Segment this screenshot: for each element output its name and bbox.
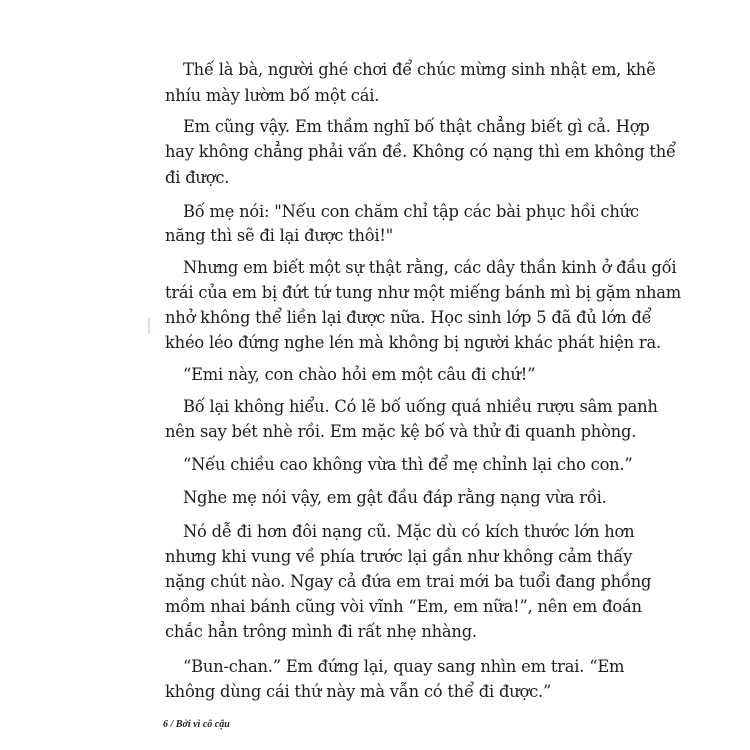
paragraph-line: trái của em bị đứt tứ tung như một miếng bánh mì bị gặm nham xyxy=(165,283,681,302)
paragraph-line: chắc hẳn trông mình đi rất nhẹ nhàng. xyxy=(165,622,477,641)
paragraph-line: “Nếu chiều cao không vừa thì để mẹ chỉnh lại cho con.” xyxy=(183,455,633,474)
footer-separator: / xyxy=(170,719,174,730)
paragraph-line: nặng chút nào. Ngay cả đứa em trai mới ba tuổi đang phồng xyxy=(165,572,652,591)
paragraph-line: đi được. xyxy=(165,168,230,187)
scan-mark xyxy=(148,318,150,334)
paragraph-line: Bố mẹ nói: "Nếu con chăm chỉ tập các bài phục hồi chức xyxy=(183,202,639,221)
paragraph-line: “Bun-chan.” Em đứng lại, quay sang nhìn em trai. “Em xyxy=(183,657,625,676)
book-title: Bởi vì cô cậu xyxy=(175,719,230,730)
paragraph-line: Thế là bà, người ghé chơi để chúc mừng sinh nhật em, khẽ xyxy=(183,60,656,79)
paragraph-line: Nhưng em biết một sự thật rằng, các dây thần kinh ở đầu gối xyxy=(183,258,677,277)
page-footer xyxy=(163,719,230,730)
paragraph-line: hay không chẳng phải vấn đề. Không có nạng thì em không thể xyxy=(165,142,676,161)
paragraph-line: khéo léo đứng nghe lén mà không bị người khác phát hiện ra. xyxy=(165,333,661,352)
paragraph-line: “Emi này, con chào hỏi em một câu đi chứ!” xyxy=(183,365,536,384)
paragraph-line: nên say bét nhè rồi. Em mặc kệ bố và thử đi quanh phòng. xyxy=(165,422,637,441)
page-number: 6 xyxy=(163,719,168,730)
paragraph-line: Nó dễ đi hơn đôi nạng cũ. Mặc dù có kích thước lớn hơn xyxy=(183,522,635,541)
paragraph-line: mồm nhai bánh cũng vòi vĩnh “Em, em nữa!”, nên em đoán xyxy=(165,597,642,616)
paragraph-line: nhưng khi vung về phía trước lại gần như không cảm thấy xyxy=(165,547,633,566)
paragraph-line: nhở không thể liền lại được nữa. Học sinh lớp 5 đã đủ lớn để xyxy=(165,308,652,327)
paragraph-line: nhíu mày lườm bố một cái. xyxy=(165,86,380,105)
paragraph-line: Em cũng vậy. Em thầm nghĩ bố thật chẳng biết gì cả. Hợp xyxy=(183,117,650,136)
paragraph-line: Nghe mẹ nói vậy, em gật đầu đáp rằng nạng vừa rồi. xyxy=(183,488,607,507)
paragraph-line: năng thì sẽ đi lại được thôi!" xyxy=(165,226,394,245)
paragraph-line: không dùng cái thứ này mà vẫn có thể đi được.” xyxy=(165,682,552,701)
paragraph-line: Bố lại không hiểu. Có lẽ bố uống quá nhiều rượu sâm panh xyxy=(183,397,658,416)
